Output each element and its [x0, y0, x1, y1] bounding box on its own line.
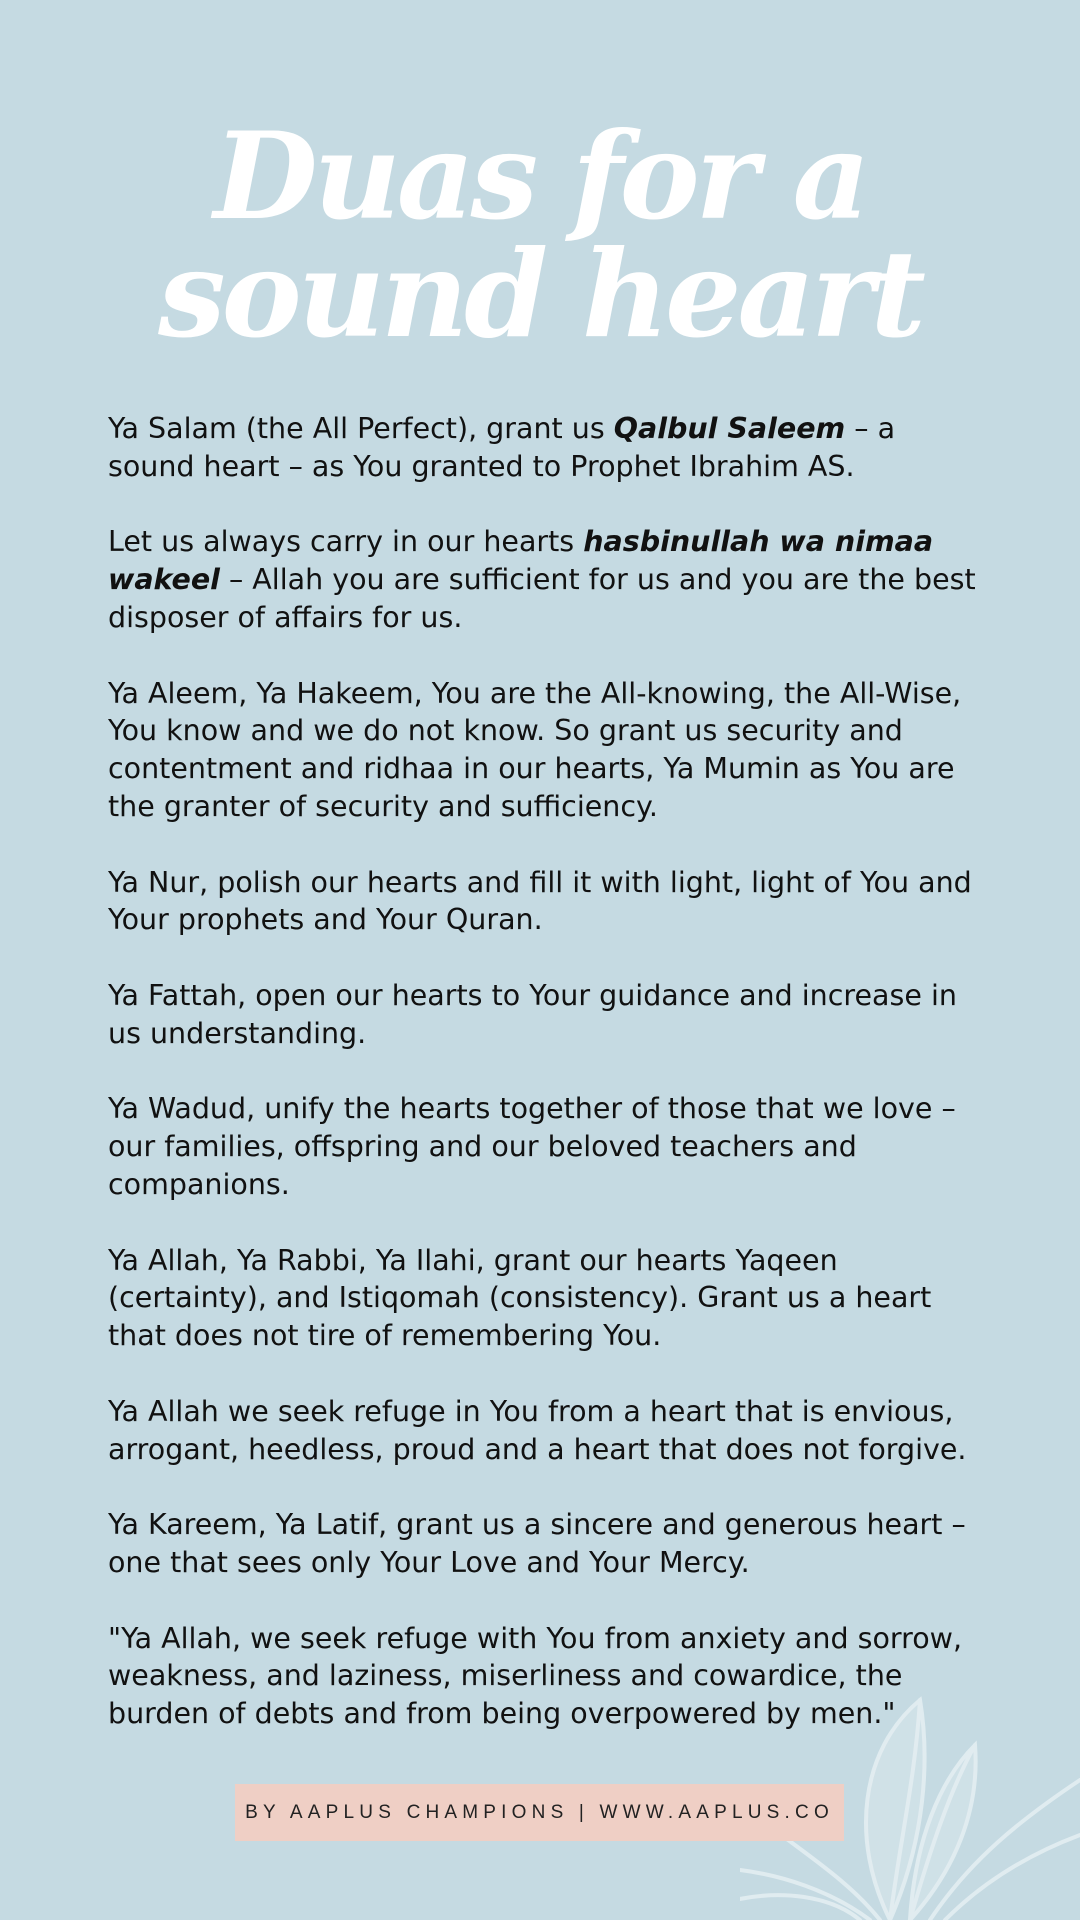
- dua-text: – Allah you are sufficient for us and you are the best disposer of affairs for us.: [108, 563, 976, 634]
- dua-paragraph-1: [108, 410, 988, 486]
- dua-text: Ya Salam (the All Perfect), grant us: [108, 412, 614, 445]
- dua-list: [108, 410, 988, 1771]
- title-line-2: sound heart: [158, 224, 922, 365]
- dua-paragraph-9: Ya Kareem, Ya Latif, grant us a sincere and generous heart – one that sees only Your Love and Your Mercy.: [108, 1508, 966, 1579]
- dua-paragraph-7: Ya Allah, Ya Rabbi, Ya Ilahi, grant our hearts Yaqeen (certainty), and Istiqomah (consistency). Grant us a heart that does not tire of remembering You.: [108, 1243, 932, 1353]
- dua-text: Let us always carry in our hearts: [108, 525, 584, 559]
- dua-paragraph-3: Ya Aleem, Ya Hakeem, You are the All-knowing, the All-Wise, You know and we do not know. So grant us security and contentment and ridhaa in our hearts, Ya Mumin as You are the granter of security and sufficiency.: [108, 676, 962, 823]
- leaf-sprig-icon: [740, 1640, 1080, 1920]
- dua-emphasis: Qalbul Saleem: [613, 412, 846, 445]
- credit-banner: BY AAPLUS CHAMPIONS | WWW.AAPLUS.CO: [235, 1784, 844, 1841]
- dua-text: – a sound heart – as You granted to Prophet Ibrahim AS.: [108, 412, 896, 483]
- dua-paragraph-8: Ya Allah we seek refuge in You from a heart that is envious, arrogant, heedless, proud and a heart that does not forgive.: [108, 1394, 967, 1466]
- page-title: [0, 106, 1080, 365]
- dua-paragraph-5: Ya Fattah, open our hearts to Your guidance and increase in us understanding.: [108, 978, 957, 1050]
- dua-paragraph-6: Ya Wadud, unify the hearts together of those that we love – our families, offspring and our beloved teachers and companions.: [108, 1092, 956, 1201]
- dua-paragraph-2: [108, 523, 988, 636]
- dua-paragraph-4: Ya Nur, polish our hearts and fill it with light, light of You and Your prophets and Your Quran.: [108, 865, 972, 937]
- dua-emphasis: hasbinullah wa nimaa wakeel: [108, 525, 934, 597]
- dua-paragraph-10: "Ya Allah, we seek refuge with You from anxiety and sorrow, weakness, and laziness, miserliness and cowardice, the burden of debts and from being overpowered by men.": [108, 1621, 962, 1731]
- title-line-1: Duas for a: [213, 106, 867, 247]
